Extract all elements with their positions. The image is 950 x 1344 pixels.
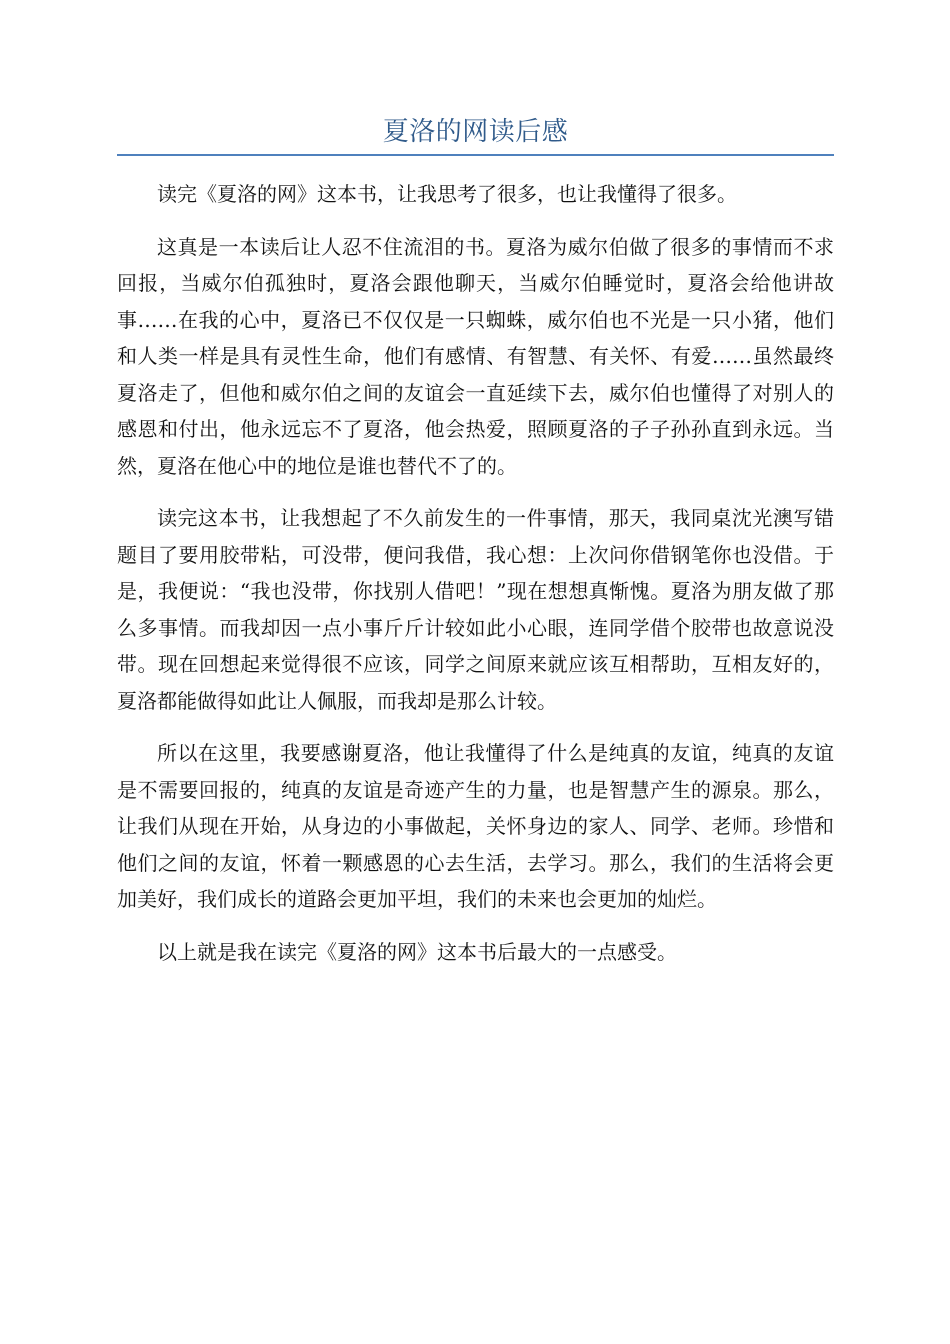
document-body	[117, 176, 834, 986]
page-title: 夏洛的网读后感	[382, 117, 569, 147]
paragraph-5: 以上就是我在读完《夏洛的网》这本书后最大的一点感受。	[157, 939, 677, 964]
paragraph-4: 所以在这里，我要感谢夏洛，他让我懂得了什么是纯真的友谊，纯真的友谊是不需要回报的，纯真的友谊是奇迹产生的力量，也是智慧产生的源泉。那么，让我们从现在开始，从身边的小事做起，关怀身边的家人、同学、老师。珍惜和他们之间的友谊，怀着一颗感恩的心去生活，去学习。那么，我们的生活将会更加美好，我们成长的道路会更加平坦，我们的未来也会更加的灿烂。	[117, 741, 834, 911]
title-underline	[117, 154, 834, 156]
paragraph-3: 读完这本书，让我想起了不久前发生的一件事情，那天，我同桌沈光澳写错题目了要用胶带粘，可没带，便问我借，我心想：上次问你借钢笔你也没借。于是，我便说：“我也没带，你找别人借吧！”现在想想真惭愧。夏洛为朋友做了那么多事情。而我却因一点小事斤斤计较如此小心眼，连同学借个胶带也故意说没带。现在回想起来觉得很不应该，同学之间原来就应该互相帮助，互相友好的，夏洛都能做得如此让人佩服，而我却是那么计较。	[117, 506, 834, 713]
paragraph-1: 读完《夏洛的网》这本书，让我思考了很多，也让我懂得了很多。	[157, 182, 737, 206]
title-block	[117, 112, 834, 156]
paragraph-2: 这真是一本读后让人忍不住流泪的书。夏洛为威尔伯做了很多的事情而不求回报，当威尔伯孤独时，夏洛会跟他聊天，当威尔伯睡觉时，夏洛会给他讲故事……在我的心中，夏洛已不仅仅是一只蜘蛛，威尔伯也不光是一只小猪，他们和人类一样是具有灵性生命，他们有感情、有智慧、有关怀、有爱……虽然最终夏洛走了，但他和威尔伯之间的友谊会一直延续下去，威尔伯也懂得了对别人的感恩和付出，他永远忘不了夏洛，他会热爱，照顾夏洛的子子孙孙直到永远。当然，夏洛在他心中的地位是谁也替代不了的。	[117, 234, 834, 478]
